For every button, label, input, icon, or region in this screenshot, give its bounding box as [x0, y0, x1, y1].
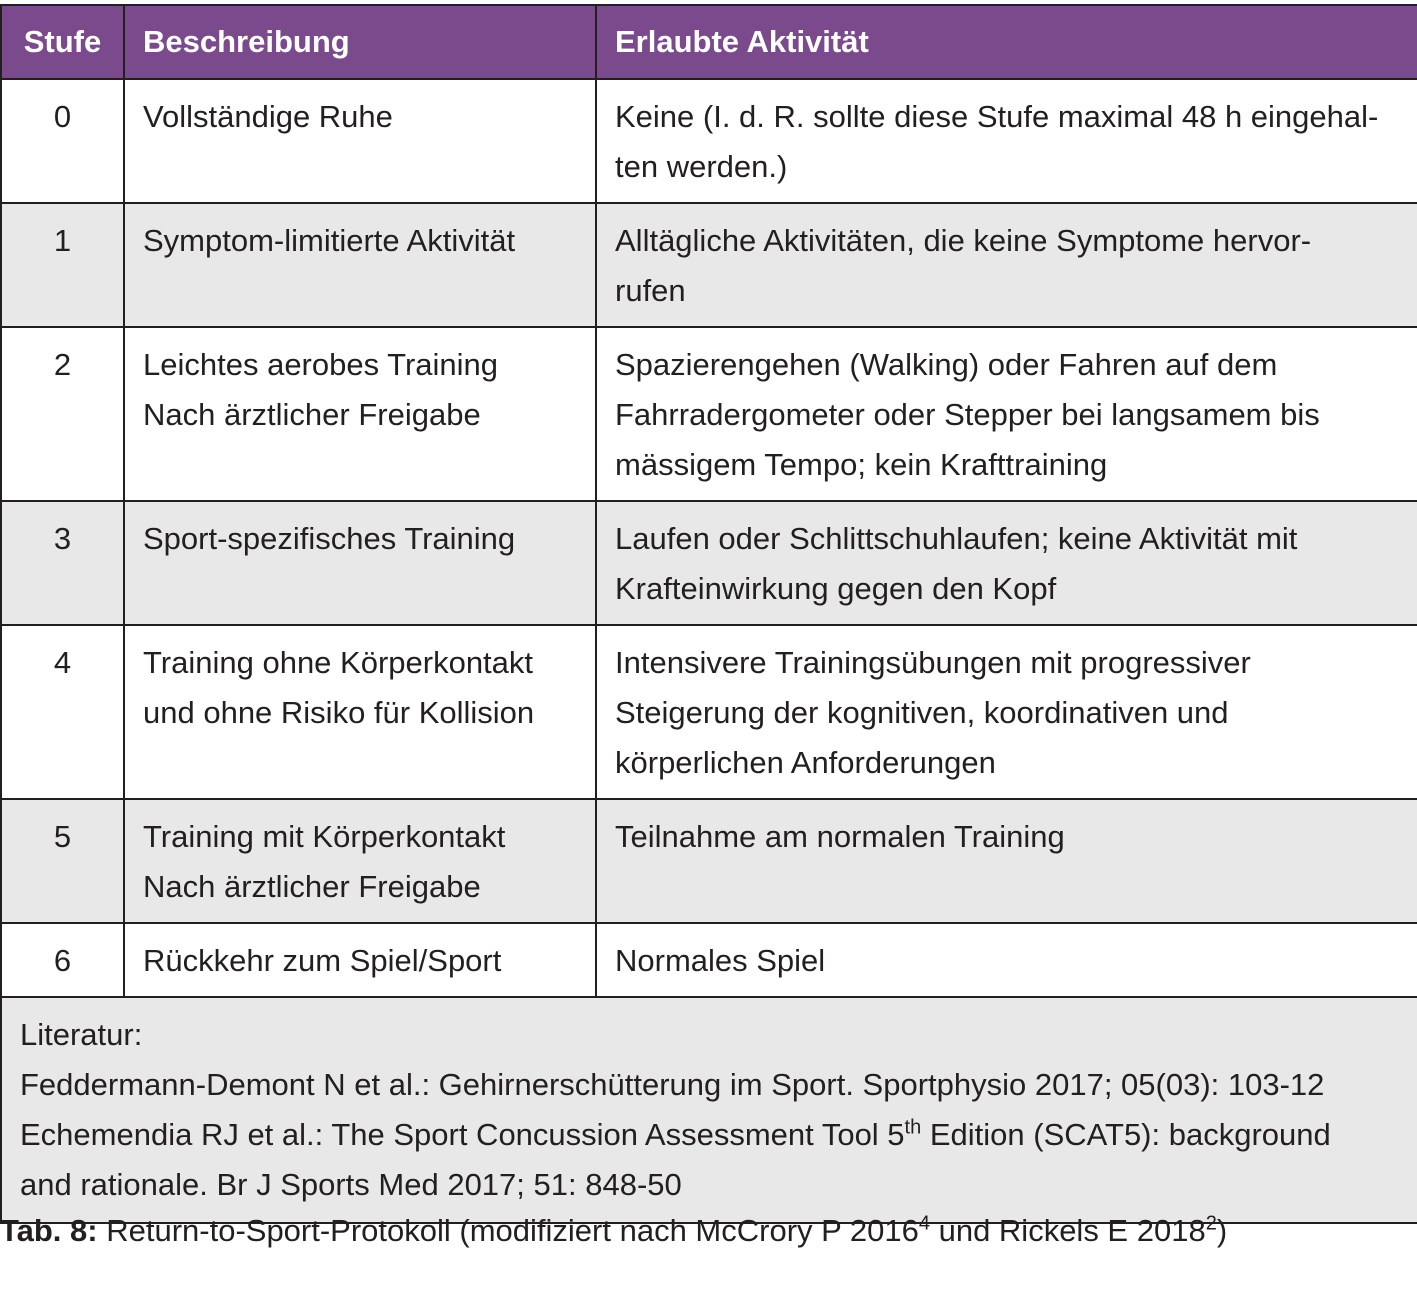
table-row	[1, 501, 1417, 625]
aktivitaet-line: rufen	[615, 273, 686, 308]
reference-2	[20, 1110, 1399, 1160]
caption-superscript-2: 2	[1205, 1212, 1217, 1235]
cell-beschreibung	[124, 625, 596, 799]
table-row	[1, 923, 1417, 997]
cell-beschreibung	[124, 327, 596, 501]
cell-aktivitaet	[596, 79, 1417, 203]
aktivitaet-line: Teilnahme am normalen Training	[615, 819, 1065, 854]
cell-aktivitaet	[596, 799, 1417, 923]
header-beschreibung: Beschreibung	[124, 5, 596, 79]
beschreibung-line: Training ohne Körperkontakt	[143, 645, 534, 680]
beschreibung-line: Training mit Körperkontakt	[143, 819, 506, 854]
references-cell	[1, 997, 1417, 1223]
table-row	[1, 799, 1417, 923]
cell-stufe: 0	[1, 79, 124, 203]
cell-aktivitaet	[596, 501, 1417, 625]
reference-2-superscript: th	[904, 1116, 922, 1139]
aktivitaet-line: Intensivere Trainingsübungen mit progressiver	[615, 645, 1251, 680]
aktivitaet-line: Alltägliche Aktivitäten, die keine Symptome hervor-	[615, 223, 1312, 258]
cell-stufe: 6	[1, 923, 124, 997]
cell-stufe: 2	[1, 327, 124, 501]
cell-stufe: 1	[1, 203, 124, 327]
table-row	[1, 203, 1417, 327]
reference-2-text-end: Edition (SCAT5): background	[921, 1117, 1331, 1152]
cell-aktivitaet	[596, 327, 1417, 501]
cell-aktivitaet	[596, 625, 1417, 799]
cell-beschreibung	[124, 79, 596, 203]
reference-2-text: Echemendia RJ et al.: The Sport Concussion Assessment Tool 5	[20, 1117, 905, 1152]
beschreibung-line: Nach ärztlicher Freigabe	[143, 869, 481, 904]
cell-beschreibung	[124, 923, 596, 997]
aktivitaet-line: Steigerung der kognitiven, koordinativen und	[615, 695, 1229, 730]
aktivitaet-line: mässigem Tempo; kein Krafttraining	[615, 447, 1108, 482]
cell-stufe: 5	[1, 799, 124, 923]
beschreibung-line: Symptom-limitierte Aktivität	[143, 223, 516, 258]
caption-superscript-1: 4	[918, 1212, 930, 1235]
caption-text-mid: und Rickels E 2018	[929, 1213, 1206, 1248]
cell-beschreibung	[124, 501, 596, 625]
beschreibung-line: Vollständige Ruhe	[143, 99, 393, 134]
beschreibung-line: Rückkehr zum Spiel/Sport	[143, 943, 502, 978]
table-row	[1, 327, 1417, 501]
aktivitaet-line: Normales Spiel	[615, 943, 826, 978]
aktivitaet-line: ten werden.)	[615, 149, 788, 184]
header-aktivitaet: Erlaubte Aktivität	[596, 5, 1417, 79]
beschreibung-line: Sport-spezifisches Training	[143, 521, 516, 556]
cell-aktivitaet	[596, 203, 1417, 327]
beschreibung-line: und ohne Risiko für Kollision	[143, 695, 535, 730]
table-body	[1, 79, 1417, 997]
return-to-sport-table-container	[0, 4, 1417, 1224]
aktivitaet-line: Laufen oder Schlittschuhlaufen; keine Aktivität mit	[615, 521, 1298, 556]
cell-stufe: 3	[1, 501, 124, 625]
aktivitaet-line: körperlichen Anforderungen	[615, 745, 996, 780]
references-label: Literatur:	[20, 1017, 143, 1052]
header-stufe: Stufe	[1, 5, 124, 79]
aktivitaet-line: Krafteinwirkung gegen den Kopf	[615, 571, 1057, 606]
table-caption	[0, 1206, 1227, 1256]
beschreibung-line: Leichtes aerobes Training	[143, 347, 499, 382]
cell-beschreibung	[124, 799, 596, 923]
reference-1: Feddermann-Demont N et al.: Gehirnerschütterung im Sport. Sportphysio 2017; 05(03): 103-12	[20, 1067, 1325, 1102]
caption-text-end: )	[1216, 1213, 1228, 1248]
cell-aktivitaet	[596, 923, 1417, 997]
table-header-row	[1, 5, 1417, 79]
return-to-sport-table	[0, 4, 1417, 1224]
aktivitaet-line: Fahrradergometer oder Stepper bei langsamem bis	[615, 397, 1320, 432]
cell-beschreibung	[124, 203, 596, 327]
caption-label: Tab. 8:	[0, 1213, 98, 1248]
reference-2-continued: and rationale. Br J Sports Med 2017; 51: 848-50	[20, 1167, 682, 1202]
references-row	[1, 997, 1417, 1223]
table-row	[1, 79, 1417, 203]
aktivitaet-line: Keine (I. d. R. sollte diese Stufe maximal 48 h eingehal-	[615, 99, 1379, 134]
aktivitaet-line: Spazierengehen (Walking) oder Fahren auf dem	[615, 347, 1278, 382]
table-row	[1, 625, 1417, 799]
cell-stufe: 4	[1, 625, 124, 799]
beschreibung-line: Nach ärztlicher Freigabe	[143, 397, 481, 432]
caption-text: Return-to-Sport-Protokoll (modifiziert nach McCrory P 2016	[97, 1213, 919, 1248]
